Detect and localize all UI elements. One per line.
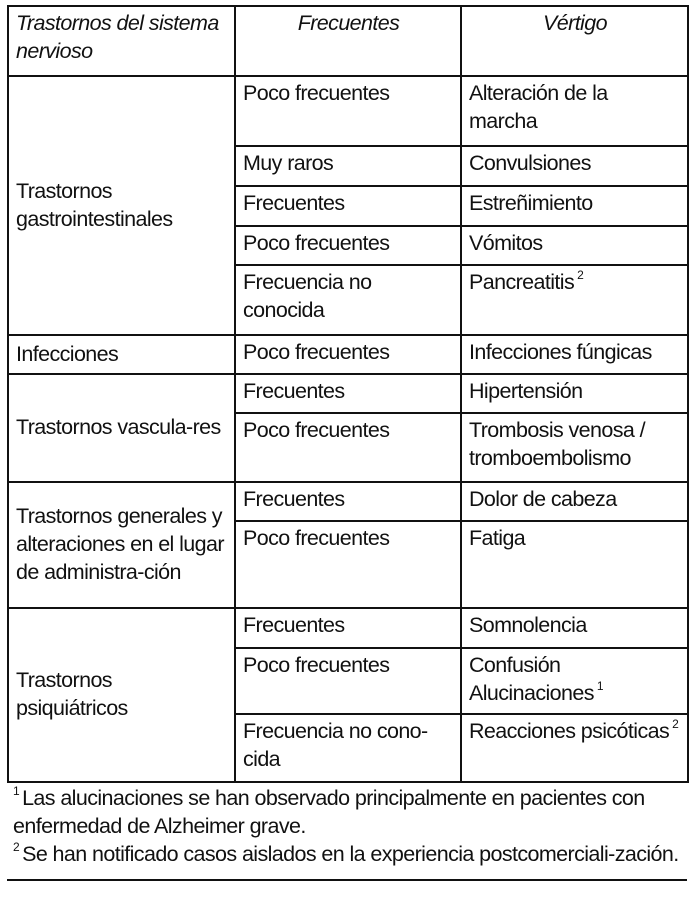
table-row [8,374,688,413]
bottom-divider [7,879,687,881]
reaction-cell [461,648,688,714]
header-cell-system: Trastornos del sistema nervioso [8,6,235,76]
system-organ-class-cell: Trastornos vascula-res [8,374,235,482]
reaction-cell: Alteración de la marcha [461,76,688,146]
frequency-cell: Frecuentes [235,186,461,226]
reaction-cell [461,265,688,335]
reaction-cell: Trombosis venosa / tromboembolismo [461,413,688,482]
reaction-cell: Somnolencia [461,608,688,648]
footnote-mark: 2 [13,840,20,854]
frequency-cell: Frecuencia no cono-cida [235,714,461,782]
table-row [8,482,688,521]
system-organ-class-cell: Trastornos generales y alteraciones en el lugar de administra-ción [8,482,235,608]
reaction-cell: Hipertensión [461,374,688,413]
frequency-cell: Poco frecuentes [235,335,461,374]
frequency-cell: Frecuentes [235,374,461,413]
footnote-mark: 1 [13,784,20,798]
header-cell-reaction: Vértigo [461,6,688,76]
reaction-cell: Fatiga [461,521,688,608]
system-organ-class-cell: Infecciones [8,335,235,374]
frequency-cell: Poco frecuentes [235,413,461,482]
footnote-text: Se han notificado casos aislados en la experiencia postcomerciali-zación. [22,842,679,866]
footnote-ref: 1 [596,679,603,693]
system-organ-class-cell: Trastornos gastrointestinales [8,76,235,335]
frequency-cell: Frecuentes [235,482,461,521]
reaction-cell: Infecciones fúngicas [461,335,688,374]
frequency-cell: Poco frecuentes [235,226,461,265]
frequency-cell: Frecuentes [235,608,461,648]
table-header-row [8,6,688,76]
reaction-text: Pancreatitis [469,270,575,294]
reaction-text: Reacciones psicóticas [469,719,670,743]
system-organ-class-cell: Trastornos psiquiátricos [8,608,235,782]
footnote-2 [13,840,685,868]
reaction-cell: Vómitos [461,226,688,265]
table-row [8,608,688,648]
frequency-cell: Muy raros [235,146,461,186]
header-cell-frequency: Frecuentes [235,6,461,76]
table-row [8,335,688,374]
reaction-cell: Convulsiones [461,146,688,186]
footnote-ref: 2 [577,268,584,282]
footnotes [13,784,685,868]
table-row [8,76,688,146]
frequency-cell: Frecuencia no conocida [235,265,461,335]
reaction-cell: Dolor de cabeza [461,482,688,521]
frequency-cell: Poco frecuentes [235,76,461,146]
footnote-text: Las alucinaciones se han observado principalmente en pacientes con enfermedad de Alzheimer grave. [13,786,645,838]
reaction-cell [461,714,688,782]
footnote-ref: 2 [672,717,679,731]
frequency-cell: Poco frecuentes [235,521,461,608]
adverse-reactions-table [7,5,689,783]
reaction-text: Confusión Alucinaciones [469,653,594,705]
reaction-cell: Estreñimiento [461,186,688,226]
footnote-1 [13,784,685,840]
frequency-cell: Poco frecuentes [235,648,461,714]
